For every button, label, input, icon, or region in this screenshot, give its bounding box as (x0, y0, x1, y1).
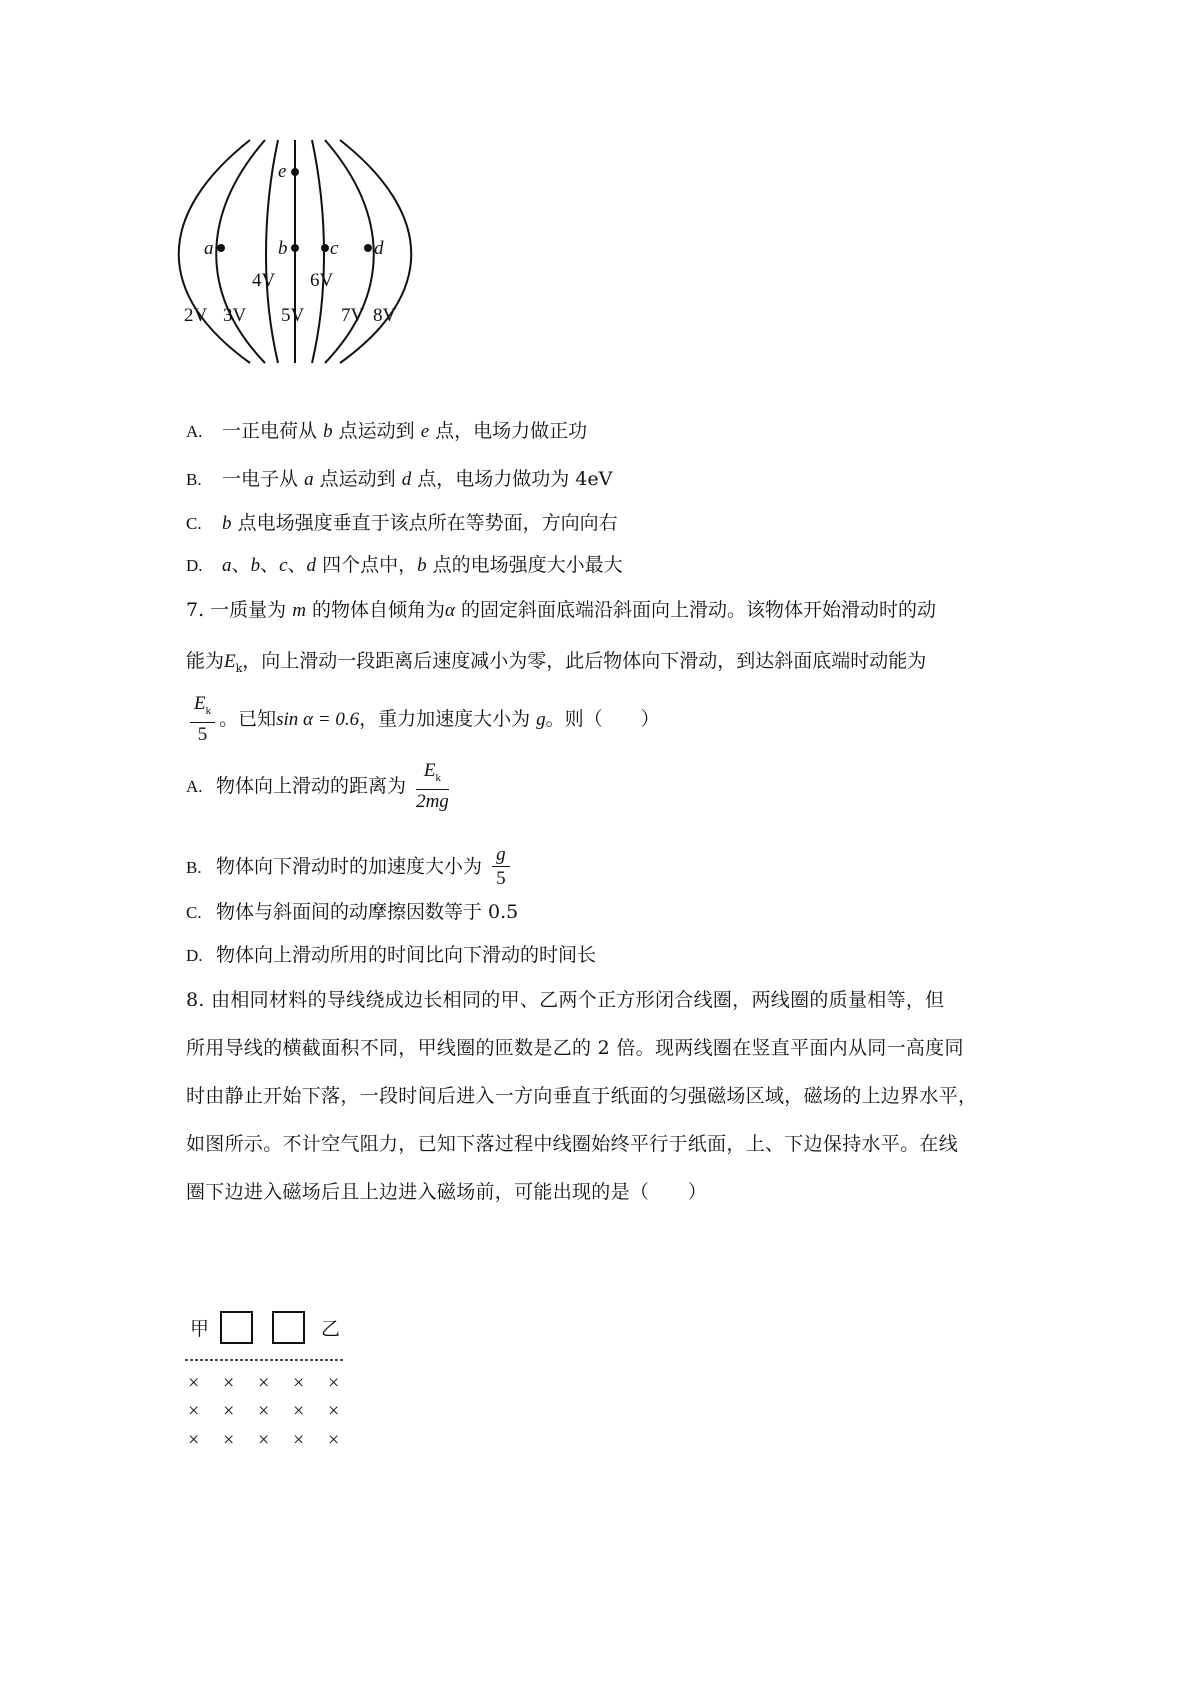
q7-stem-line-3: $\frac{E_k}{5}$ 。已知sin α = 0.6，重力加速度大小为 g。则（ ） (186, 693, 660, 747)
q6-option-a: A. 一正电荷从 b 点运动到 e 点，电场力做正功 (186, 420, 588, 442)
field-cross: × (258, 1400, 270, 1422)
q8-line: 所用导线的横截面积不同，甲线圈的匝数是乙的 2 倍。现两线圈在竖直平面内从同一高度同 (186, 1037, 964, 1059)
q8-line: 时由静止开始下落，一段时间后进入一方向垂直于纸面的匀强磁场区域，磁场的上边界水平， (186, 1085, 978, 1107)
q7-stem-line-1: 7. 一质量为 m 的物体自倾角为α 的固定斜面底端沿斜面向上滑动。该物体开始滑动时的动 (186, 599, 937, 621)
g-over-5-fraction: $\frac{g}{5}$ (492, 844, 510, 891)
q8-line: 圈下边进入磁场后且上边进入磁场前，可能出现的是（ ） (186, 1181, 708, 1203)
coil-yi (273, 1312, 304, 1343)
field-cross: × (328, 1429, 340, 1451)
field-cross: × (223, 1400, 235, 1422)
field-cross: × (258, 1372, 270, 1394)
label-2v: 2V (184, 305, 208, 326)
field-cross: × (188, 1372, 200, 1394)
field-cross: × (293, 1400, 305, 1422)
field-cross: × (328, 1372, 340, 1394)
q7-option-b: B. 物体向下滑动时的加速度大小为 $\frac{g}{5}$ (186, 844, 514, 891)
label-7v: 7V (341, 305, 365, 326)
equipotential-line-4v (266, 140, 278, 363)
field-cross: × (188, 1400, 200, 1422)
q6-option-d: D. a、b、c、d 四个点中，b 点的电场强度大小最大 (186, 554, 623, 576)
field-cross: × (188, 1429, 200, 1451)
label-4v: 4V (252, 270, 276, 291)
q8-stem (186, 976, 1036, 1216)
equipotential-line-6v (312, 140, 324, 363)
point-e (291, 168, 299, 176)
ek-over-2mg-fraction: $\frac{E_k}{2mg}$ (416, 760, 449, 812)
q7-option-c: C. 物体与斜面间的动摩擦因数等于 0.5 (186, 901, 519, 923)
q6-option-c: C. b 点电场强度垂直于该点所在等势面，方向向右 (186, 512, 618, 534)
q6-option-b: B. 一电子从 a 点运动到 d 点，电场力做功为 4eV (186, 468, 613, 490)
point-a (217, 244, 225, 252)
q7-stem-line-2: 能为$E_k$，向上滑动一段距离后速度减小为零，此后物体向下滑动，到达斜面底端时动能为 (186, 650, 927, 675)
point-b (291, 244, 299, 252)
label-c: c (330, 238, 339, 259)
field-cross: × (293, 1372, 305, 1394)
q8-line: 8. 由相同材料的导线绕成边长相同的甲、乙两个正方形闭合线圈，两线圈的质量相等，但 (186, 989, 945, 1011)
label-5v: 5V (281, 305, 305, 326)
equipotential-line-3v (216, 140, 265, 363)
label-b: b (278, 238, 288, 259)
q7-option-d: D. 物体向上滑动所用的时间比向下滑动的时间长 (186, 944, 597, 966)
point-c (321, 244, 329, 252)
point-d (364, 244, 372, 252)
label-jia: 甲 (190, 1319, 210, 1340)
label-d: d (374, 238, 384, 259)
label-6v: 6V (310, 270, 334, 291)
field-cross: × (223, 1372, 235, 1394)
label-a: a (204, 238, 214, 259)
label-yi: 乙 (321, 1319, 341, 1340)
coil-jia (221, 1312, 252, 1343)
field-crosses (188, 1372, 339, 1451)
ek-over-5-fraction: $\frac{E_k}{5}$ (190, 693, 215, 747)
label-e: e (278, 161, 287, 182)
field-cross: × (258, 1429, 270, 1451)
equipotential-figure (170, 135, 470, 410)
q7-option-a: A. 物体向上滑动的距离为 $\frac{E_k}{2mg}$ (186, 760, 449, 812)
field-cross: × (223, 1429, 235, 1451)
coil-field-figure (185, 1305, 385, 1480)
field-cross: × (293, 1429, 305, 1451)
label-8v: 8V (373, 305, 397, 326)
q8-line: 如图所示。不计空气阻力，已知下落过程中线圈始终平行于纸面，上、下边保持水平。在线 (186, 1133, 959, 1155)
label-3v: 3V (223, 305, 247, 326)
field-cross: × (328, 1400, 340, 1422)
